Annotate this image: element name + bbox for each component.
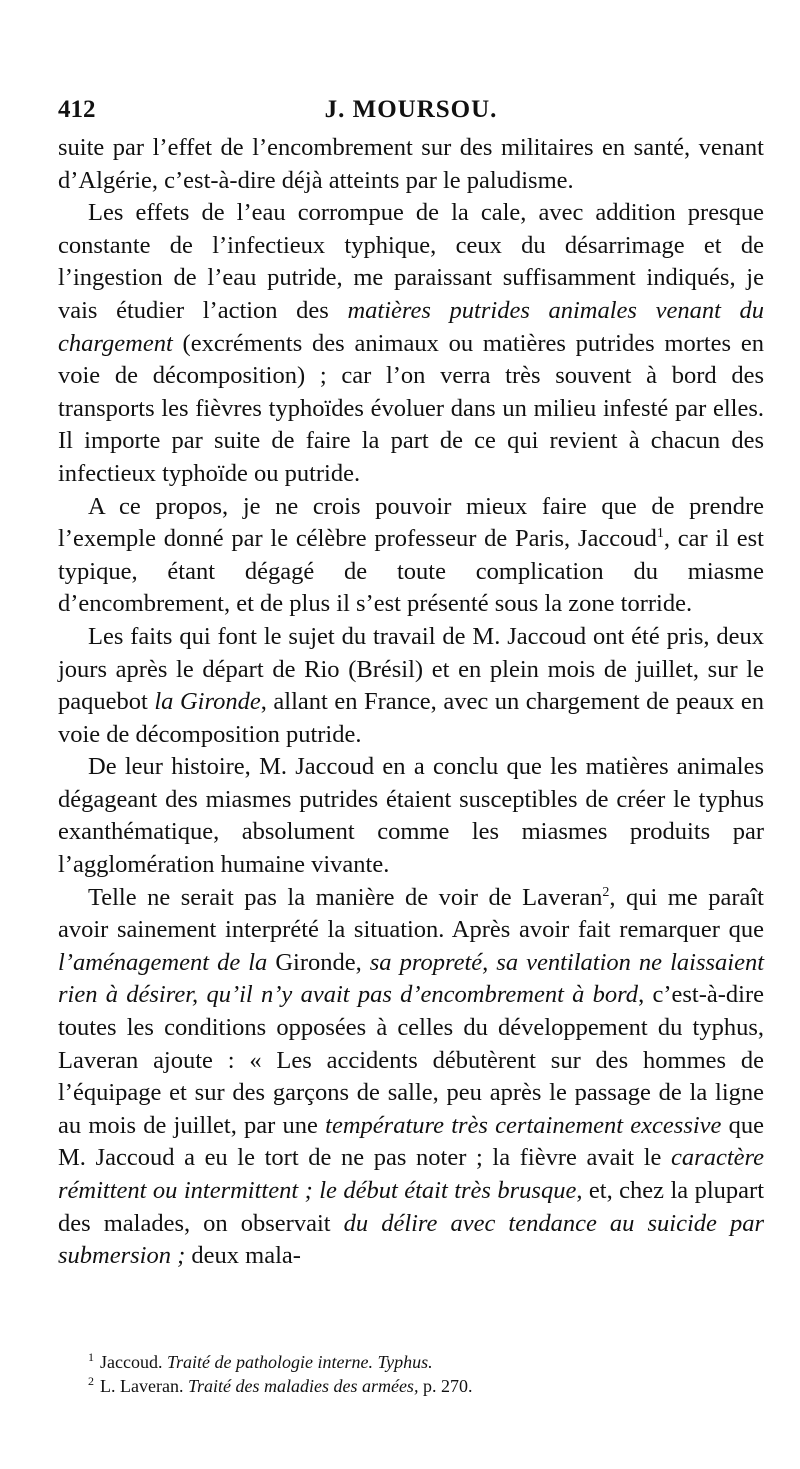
footnote-mark: 1 bbox=[88, 1350, 94, 1364]
text-run: L. Laveran. bbox=[100, 1376, 188, 1396]
paragraph bbox=[58, 621, 764, 751]
running-title: J. MOURSOU. bbox=[324, 96, 498, 123]
text-run: , car il est typique, étant dégagé de toute complication du miasme d’encombrement, et de plus il s’est présenté sous la zone torride. bbox=[58, 525, 764, 618]
footnote-mark: 2 bbox=[88, 1374, 94, 1388]
paragraph bbox=[58, 491, 764, 621]
paragraph bbox=[58, 882, 764, 1273]
text-run: que M. Jaccoud a eu le tort de ne pas noter ; la fièvre avait le bbox=[58, 1111, 765, 1172]
text-run: suite par l’effet de l’encombrement sur des militaires en santé, venant d’Algérie, c’est-à-dire déjà atteints par le paludisme. bbox=[58, 134, 764, 194]
footnotes bbox=[88, 1350, 764, 1398]
italic-text: la Gironde bbox=[154, 688, 261, 716]
text-run: De leur histoire, M. Jaccoud en a conclu que les matières animales dégageant des miasmes putrides étaient susceptibles de créer le typhus exanthématique, absolument comme les miasmes produits par l’agglomération humaine vivante. bbox=[58, 753, 764, 879]
text-run: , et, chez la plupart des malades, on observait bbox=[58, 1177, 765, 1237]
footnote bbox=[88, 1350, 764, 1374]
body-text bbox=[58, 132, 764, 1273]
text-run: , c’est-à-dire toutes les conditions opposées à celles du développement du typhus, Laveran ajoute : « Les accidents débutèrent sur des hommes de l’équipage et sur des garçons de salle, peu après le passage de la ligne au mois de juillet, par une bbox=[58, 981, 764, 1139]
text-run: Telle ne serait pas la manière de voir de Laveran bbox=[88, 883, 603, 911]
text-run: deux mala- bbox=[185, 1242, 301, 1270]
text-run: (excréments des animaux ou matières putrides mortes en voie de décomposition) ; car l’on verra très souvent à bord des transports les fièvres typhoïdes évoluer dans un milieu infesté par elles. Il importe par suite de faire la part de ce qui revient à chacun des infectieux typhoïde ou putride. bbox=[58, 329, 764, 487]
italic-text: du délire avec tendance au suicide par submersion ; bbox=[58, 1209, 764, 1270]
text-run: Les faits qui font le sujet du travail de M. Jaccoud ont été pris, deux jours après le départ de Rio (Brésil) et en plein mois de juillet, sur le paquebot bbox=[58, 622, 764, 716]
italic-text: Traité de pathologie interne. Typhus. bbox=[166, 1352, 433, 1372]
italic-text: Traité des maladies des armées, bbox=[187, 1376, 419, 1396]
italic-text: caractère rémittent ou intermittent ; le début était très brusque bbox=[58, 1144, 764, 1204]
page-number: 412 bbox=[58, 96, 96, 123]
paragraph bbox=[58, 197, 764, 490]
paragraph bbox=[58, 132, 764, 197]
italic-text: l’aménagement de la bbox=[58, 948, 268, 976]
page-header bbox=[58, 96, 764, 130]
text-run: , allant en France, avec un chargement de peaux en voie de décomposition putride. bbox=[58, 688, 764, 748]
italic-text: température très certainement excessive bbox=[325, 1111, 722, 1139]
text-run: p. 270. bbox=[418, 1376, 473, 1396]
text-run: Jaccoud. bbox=[100, 1352, 167, 1372]
footnote-reference: 2 bbox=[602, 884, 610, 900]
paragraph bbox=[58, 751, 764, 881]
text-run: , qui me paraît avoir sainement interprété la situation. Après avoir fait remarquer que bbox=[58, 883, 764, 944]
italic-text: matières putrides animales venant du chargement bbox=[58, 296, 764, 357]
text-run: Les effets de l’eau corrompue de la cale, avec addition presque constante de l’infectieux typhique, ceux du désarrimage et de l’ingestion de l’eau putride, me paraissant suffisamment indiqués, je vais étudier l’action des bbox=[58, 199, 764, 324]
text-run: A ce propos, je ne crois pouvoir mieux faire que de prendre l’exemple donné par le célèbre professeur de Paris, Jaccoud bbox=[58, 492, 764, 553]
text-run: Gironde, bbox=[267, 948, 370, 976]
footnote bbox=[88, 1374, 764, 1398]
italic-text: sa propreté, sa ventilation ne laissaient rien à désirer, qu’il n’y avait pas d’encombrement à bord bbox=[58, 948, 764, 1009]
footnote-reference: 1 bbox=[656, 525, 664, 541]
